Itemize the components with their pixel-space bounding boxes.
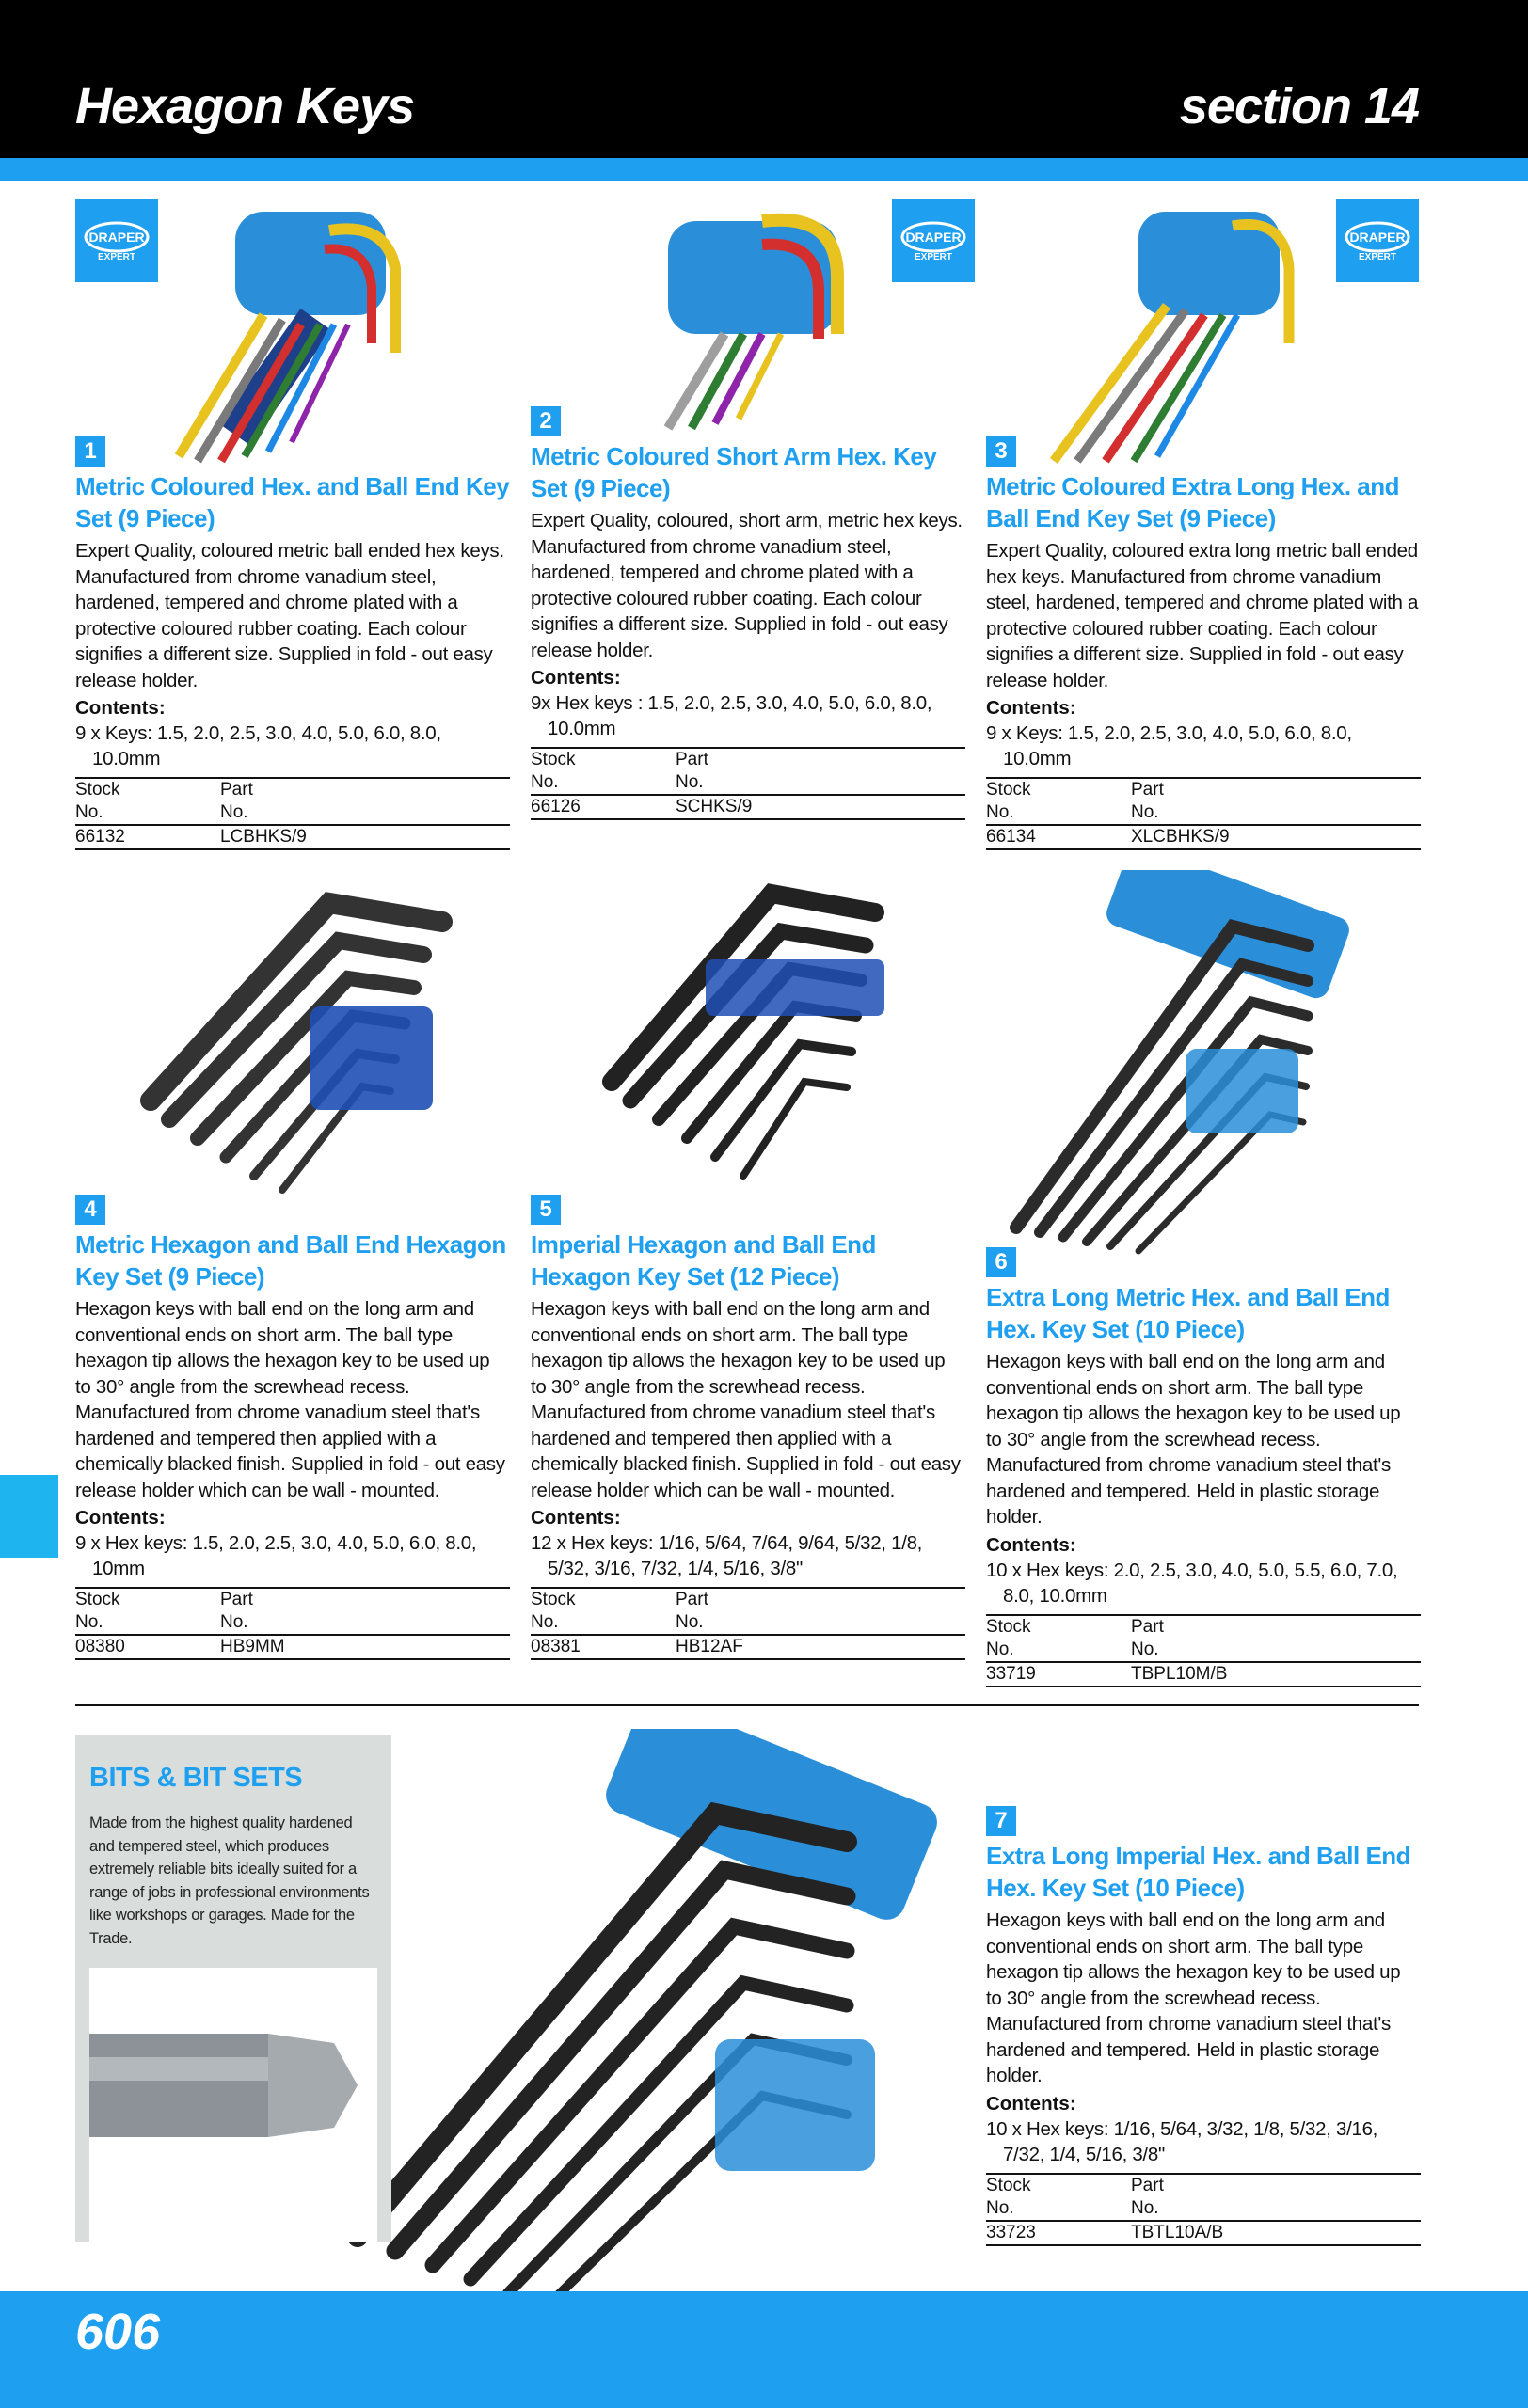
contents-values: 9x Hex keys : 1.5, 2.0, 2.5, 3.0, 4.0, 5.0, 6.0, 8.0, 10.0mm: [531, 692, 932, 739]
stock-header-part-no: No.: [220, 802, 248, 822]
stock-number: 08381: [531, 1637, 581, 1656]
stock-header-stock: Stock: [531, 750, 576, 769]
stock-header-part-no: No.: [1131, 1639, 1159, 1659]
product-description: Hexagon keys with ball end on the long arm and conventional ends on short arm. The ball type hexagon tip allows the hexagon key to be used up to 30° angle from the screwhead recess. Manufactured from chrome vanadium steel that's hardened and tempered. Held in plastic storage holder.: [986, 1351, 1401, 1528]
draper-expert-logo: [1336, 199, 1419, 282]
stock-header-part: Part: [1131, 1616, 1164, 1637]
product-image-extra-long-metric-set: [997, 870, 1374, 1265]
contents-values: 10 x Hex keys: 1/16, 5/64, 3/32, 1/8, 5/32, 3/16, 7/32, 1/4, 5/16, 3/8": [986, 2117, 1378, 2165]
product-card-4: [75, 1195, 510, 1660]
contents-label: Contents:: [986, 697, 1076, 719]
product-description: Expert Quality, coloured extra long metric ball ended hex keys. Manufactured from chrome vanadium steel, hardened, tempered and chrome plated with a protective coloured rubber coating. Each colour signifies a different size. Supplied in fold - out easy release holder.: [986, 540, 1419, 691]
part-number: HB9MM: [220, 1637, 285, 1656]
stock-number: 08380: [75, 1637, 125, 1656]
product-card-2: [531, 406, 965, 820]
bits-panel-title: BITS & BIT SETS: [89, 1763, 303, 1793]
stock-header-stock-no: No.: [986, 2197, 1014, 2218]
product-number-badge: 2: [531, 406, 561, 436]
product-card-6: [986, 1247, 1421, 1687]
stock-table: [986, 777, 1421, 850]
contents-values: 12 x Hex keys: 1/16, 5/64, 7/64, 9/64, 5/32, 1/8, 5/32, 3/16, 7/32, 1/4, 5/16, 3/8": [531, 1532, 923, 1579]
svg-text:EXPERT: EXPERT: [914, 252, 953, 262]
contents-label: Contents:: [75, 697, 166, 719]
stock-header-part-no: No.: [1131, 2197, 1159, 2218]
product-image-coloured-short-arm-set: [612, 193, 894, 437]
product-card-3: [986, 436, 1421, 850]
product-description: Expert Quality, coloured, short arm, metric hex keys. Manufactured from chrome vanadium steel, hardened, tempered and chrome plated with a protective coloured rubber coating. Each colour signifies a different size. Supplied in fold - out easy release holder.: [531, 510, 963, 661]
stock-header-part-no: No.: [1131, 802, 1159, 822]
contents-label: Contents:: [986, 1533, 1076, 1556]
product-title: Extra Long Metric Hex. and Ball End Hex. Key Set (10 Piece): [986, 1283, 1390, 1343]
contents-label: Contents:: [531, 1507, 621, 1529]
part-number: LCBHKS/9: [220, 827, 307, 847]
stock-table: [75, 1587, 510, 1660]
product-number-badge: 7: [986, 1806, 1016, 1836]
stock-table: [986, 2173, 1421, 2246]
stock-header-stock: Stock: [986, 1616, 1031, 1637]
stock-header-part: Part: [1131, 780, 1164, 800]
contents-label: Contents:: [75, 1507, 166, 1529]
stock-header-stock-no: No.: [75, 802, 103, 822]
stock-header-part: Part: [220, 780, 253, 800]
stock-header-stock: Stock: [986, 780, 1031, 800]
stock-header-stock: Stock: [75, 780, 120, 800]
stock-header-stock: Stock: [986, 2175, 1031, 2195]
stock-header-part: Part: [676, 1590, 708, 1609]
part-number: XLCBHKS/9: [1131, 827, 1230, 847]
contents-label: Contents:: [986, 2092, 1076, 2115]
stock-header-stock-no: No.: [986, 1639, 1014, 1659]
stock-number: 66132: [75, 827, 125, 847]
stock-table: [531, 747, 965, 820]
footer-bar: [0, 2291, 1528, 2408]
product-number-badge: 1: [75, 436, 105, 467]
stock-number: 66134: [986, 827, 1036, 847]
part-number: HB12AF: [676, 1637, 743, 1656]
stock-number: 66126: [531, 797, 581, 816]
contents-values: 10 x Hex keys: 2.0, 2.5, 3.0, 4.0, 5.0, 5.5, 6.0, 7.0, 8.0, 10.0mm: [986, 1559, 1398, 1607]
contents-label: Contents:: [531, 667, 621, 689]
stock-number: 33723: [986, 2222, 1036, 2242]
contents-values: 9 x Hex keys: 1.5, 2.0, 2.5, 3.0, 4.0, 5.0, 6.0, 8.0, 10mm: [75, 1532, 477, 1579]
part-number: TBTL10A/B: [1131, 2222, 1224, 2242]
product-card-7: [986, 1806, 1421, 2246]
product-number-badge: 5: [531, 1195, 561, 1225]
product-description: Expert Quality, coloured metric ball ended hex keys. Manufactured from chrome vanadium steel, hardened, tempered and chrome plated with a protective coloured rubber coating. Each colour signifies a different size. Supplied in fold - out easy release holder.: [75, 540, 504, 691]
stock-table: [531, 1587, 965, 1660]
stock-header-part-no: No.: [676, 1612, 704, 1632]
stock-header-part: Part: [676, 750, 708, 769]
svg-text:DRAPER: DRAPER: [88, 230, 145, 245]
section-divider: [75, 1704, 1419, 1706]
stock-header-stock: Stock: [531, 1590, 576, 1609]
part-number: SCHKS/9: [676, 797, 753, 816]
product-number-badge: 6: [986, 1247, 1016, 1277]
svg-text:EXPERT: EXPERT: [97, 252, 136, 262]
product-image-imperial-ball-end-set: [593, 865, 913, 1204]
draper-expert-logo: [892, 199, 975, 282]
product-title: Extra Long Imperial Hex. and Ball End Hex. Key Set (10 Piece): [986, 1842, 1411, 1902]
stock-header-stock: Stock: [75, 1590, 120, 1609]
product-title: Metric Coloured Hex. and Ball End Key Set (9 Piece): [75, 472, 510, 532]
product-image-extra-long-imperial-set: [339, 1729, 960, 2340]
header-stripe: [0, 158, 1528, 181]
page-title: Hexagon Keys: [75, 78, 415, 135]
stock-table: [75, 777, 510, 850]
product-card-5: [531, 1195, 965, 1660]
bits-panel-text: Made from the highest quality hardened and tempered steel, which produces extremely reliable bits ideally suited for a range of jobs in professional environments like workshops or garages. Made for the Trade.: [89, 1814, 370, 1947]
product-number-badge: 3: [986, 436, 1016, 467]
stock-table: [986, 1614, 1421, 1687]
product-image-metric-ball-end-set: [122, 865, 470, 1204]
product-title: Imperial Hexagon and Ball End Hexagon Key Set (12 Piece): [531, 1230, 876, 1291]
stock-header-stock-no: No.: [75, 1612, 103, 1632]
product-title: Metric Coloured Extra Long Hex. and Ball End Key Set (9 Piece): [986, 472, 1400, 532]
product-description: Hexagon keys with ball end on the long arm and conventional ends on short arm. The ball type hexagon tip allows the hexagon key to be used up to 30° angle from the screwhead recess. Manufactured from chrome vanadium steel that's hardened and tempered. Held in plastic storage holder.: [986, 1909, 1401, 2086]
product-description: Hexagon keys with ball end on the long arm and conventional ends on short arm. The ball type hexagon tip allows the hexagon key to be used up to 30° angle from the screwhead recess. Manufactured from chrome vanadium steel that's hardened and tempered then applied with a chemically blacked finish. Supplied in fold - out easy release holder which can be wall - mounted.: [75, 1298, 505, 1501]
svg-text:DRAPER: DRAPER: [905, 230, 962, 245]
product-number-badge: 4: [75, 1195, 105, 1225]
stock-number: 33719: [986, 1663, 1036, 1684]
stock-header-stock-no: No.: [986, 802, 1014, 822]
product-title: Metric Coloured Short Arm Hex. Key Set (9 Piece): [531, 442, 937, 502]
svg-text:EXPERT: EXPERT: [1358, 252, 1397, 262]
contents-values: 9 x Keys: 1.5, 2.0, 2.5, 3.0, 4.0, 5.0, 6.0, 8.0, 10.0mm: [986, 722, 1352, 769]
bits-info-panel: [75, 1735, 391, 2242]
product-image-coloured-ball-end-set: [141, 193, 423, 475]
product-description: Hexagon keys with ball end on the long arm and conventional ends on short arm. The ball type hexagon tip allows the hexagon key to be used up to 30° angle from the screwhead recess. Manufactured from chrome vanadium steel that's hardened and tempered then applied with a chemically blacked finish. Supplied in fold - out easy release holder which can be wall - mounted.: [531, 1298, 961, 1501]
section-tab-marker: [0, 1475, 58, 1558]
stock-header-part: Part: [1131, 2175, 1164, 2195]
product-title: Metric Hexagon and Ball End Hexagon Key Set (9 Piece): [75, 1230, 506, 1291]
stock-header-part-no: No.: [220, 1612, 248, 1632]
stock-header-stock-no: No.: [531, 772, 559, 792]
svg-text:DRAPER: DRAPER: [1349, 230, 1406, 245]
part-number: TBPL10M/B: [1131, 1663, 1228, 1684]
torx-bit-image: [89, 1968, 377, 2242]
stock-header-part-no: No.: [676, 772, 704, 792]
product-image-coloured-extra-long-set: [1035, 193, 1317, 466]
stock-header-stock-no: No.: [531, 1612, 559, 1632]
stock-header-part: Part: [220, 1590, 253, 1609]
product-card-1: [75, 436, 510, 850]
section-label: section 14: [1179, 78, 1419, 135]
contents-values: 9 x Keys: 1.5, 2.0, 2.5, 3.0, 4.0, 5.0, 6.0, 8.0, 10.0mm: [75, 722, 441, 769]
page-number: 606: [75, 2304, 161, 2360]
